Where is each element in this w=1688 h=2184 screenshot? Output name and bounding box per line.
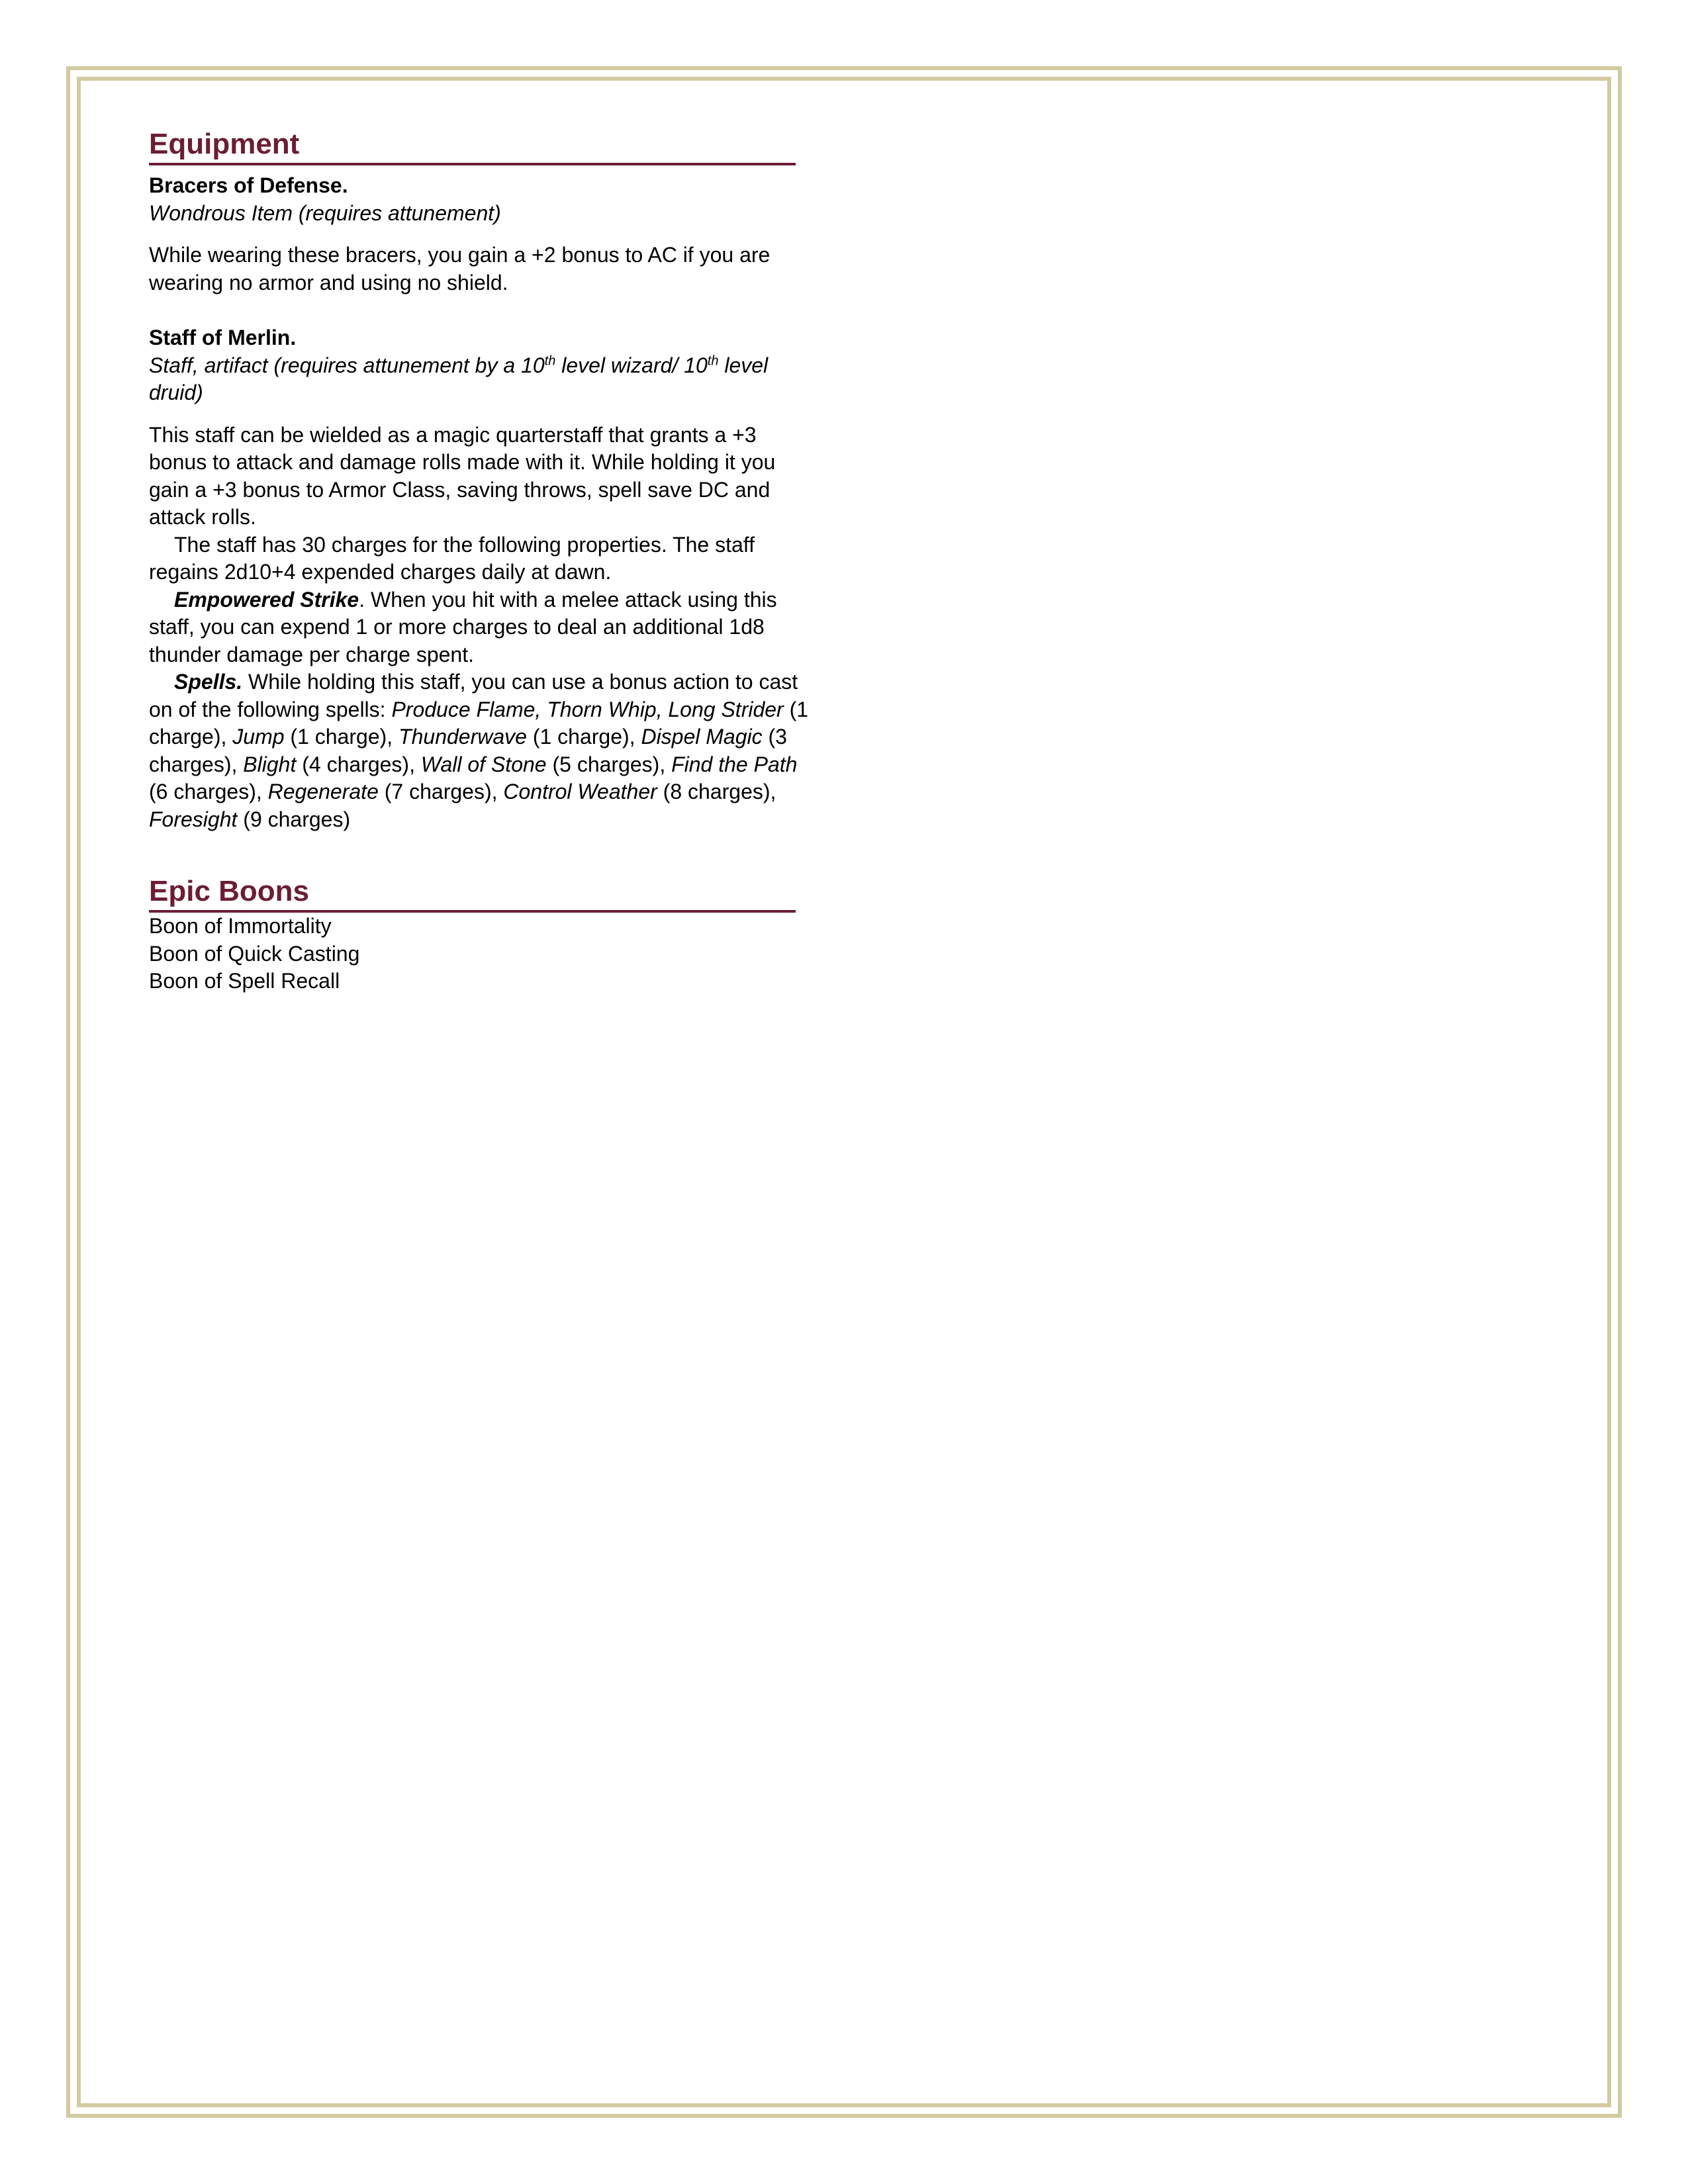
boon-item: Boon of Spell Recall: [149, 969, 340, 993]
staff-paragraph-1: This staff can be wielded as a magic quarterstaff that grants a +3 bonus to attack and damage rolls made with it. While holding it you gain a +3 bonus to Armor Class, saving throws, spell save DC and attack rolls.: [149, 422, 776, 529]
bracers-type: Wondrous Item (requires attunement): [149, 201, 501, 225]
staff-empowered-strike: Empowered Strike. When you hit with a melee attack using this staff, you can expend 1 or more charges to deal an additional 1d8 thunder damage per charge spent.: [149, 587, 777, 666]
epic-boons-section: [149, 873, 811, 995]
boon-item: Boon of Quick Casting: [149, 941, 360, 966]
epic-boons-heading: Epic Boons: [149, 873, 796, 913]
page-content: [149, 126, 811, 995]
equipment-heading: Equipment: [149, 126, 796, 165]
spells-label: Spells.: [174, 670, 243, 694]
bracers-name: Bracers of Defense.: [149, 173, 348, 197]
staff-spells: Spells. While holding this staff, you can use a bonus action to cast on of the following spells: Produce Flame, Thorn Whip, Long Strider (1 charge), Jump (1 charge), Thunderwave (1 charge), Dispel Magic (3 charges), Blight (4 charges), Wall of Stone (5 charges), Find the Path (6 charges), Regenerate (7 charges), Control Weather (8 charges), Foresight (9 charges): [149, 670, 809, 831]
bracers-description: While wearing these bracers, you gain a +2 bonus to AC if you are wearing no armor and using no shield.: [149, 243, 771, 295]
staff-type: Staff, artifact (requires attunement by a 10th level wizard/ 10th level druid): [149, 353, 769, 404]
staff-paragraph-2: The staff has 30 charges for the following properties. The staff regains 2d10+4 expended charges daily at dawn.: [149, 532, 755, 584]
boon-item: Boon of Immortality: [149, 914, 332, 938]
empowered-strike-label: Empowered Strike: [174, 587, 359, 612]
staff-name: Staff of Merlin.: [149, 326, 297, 349]
